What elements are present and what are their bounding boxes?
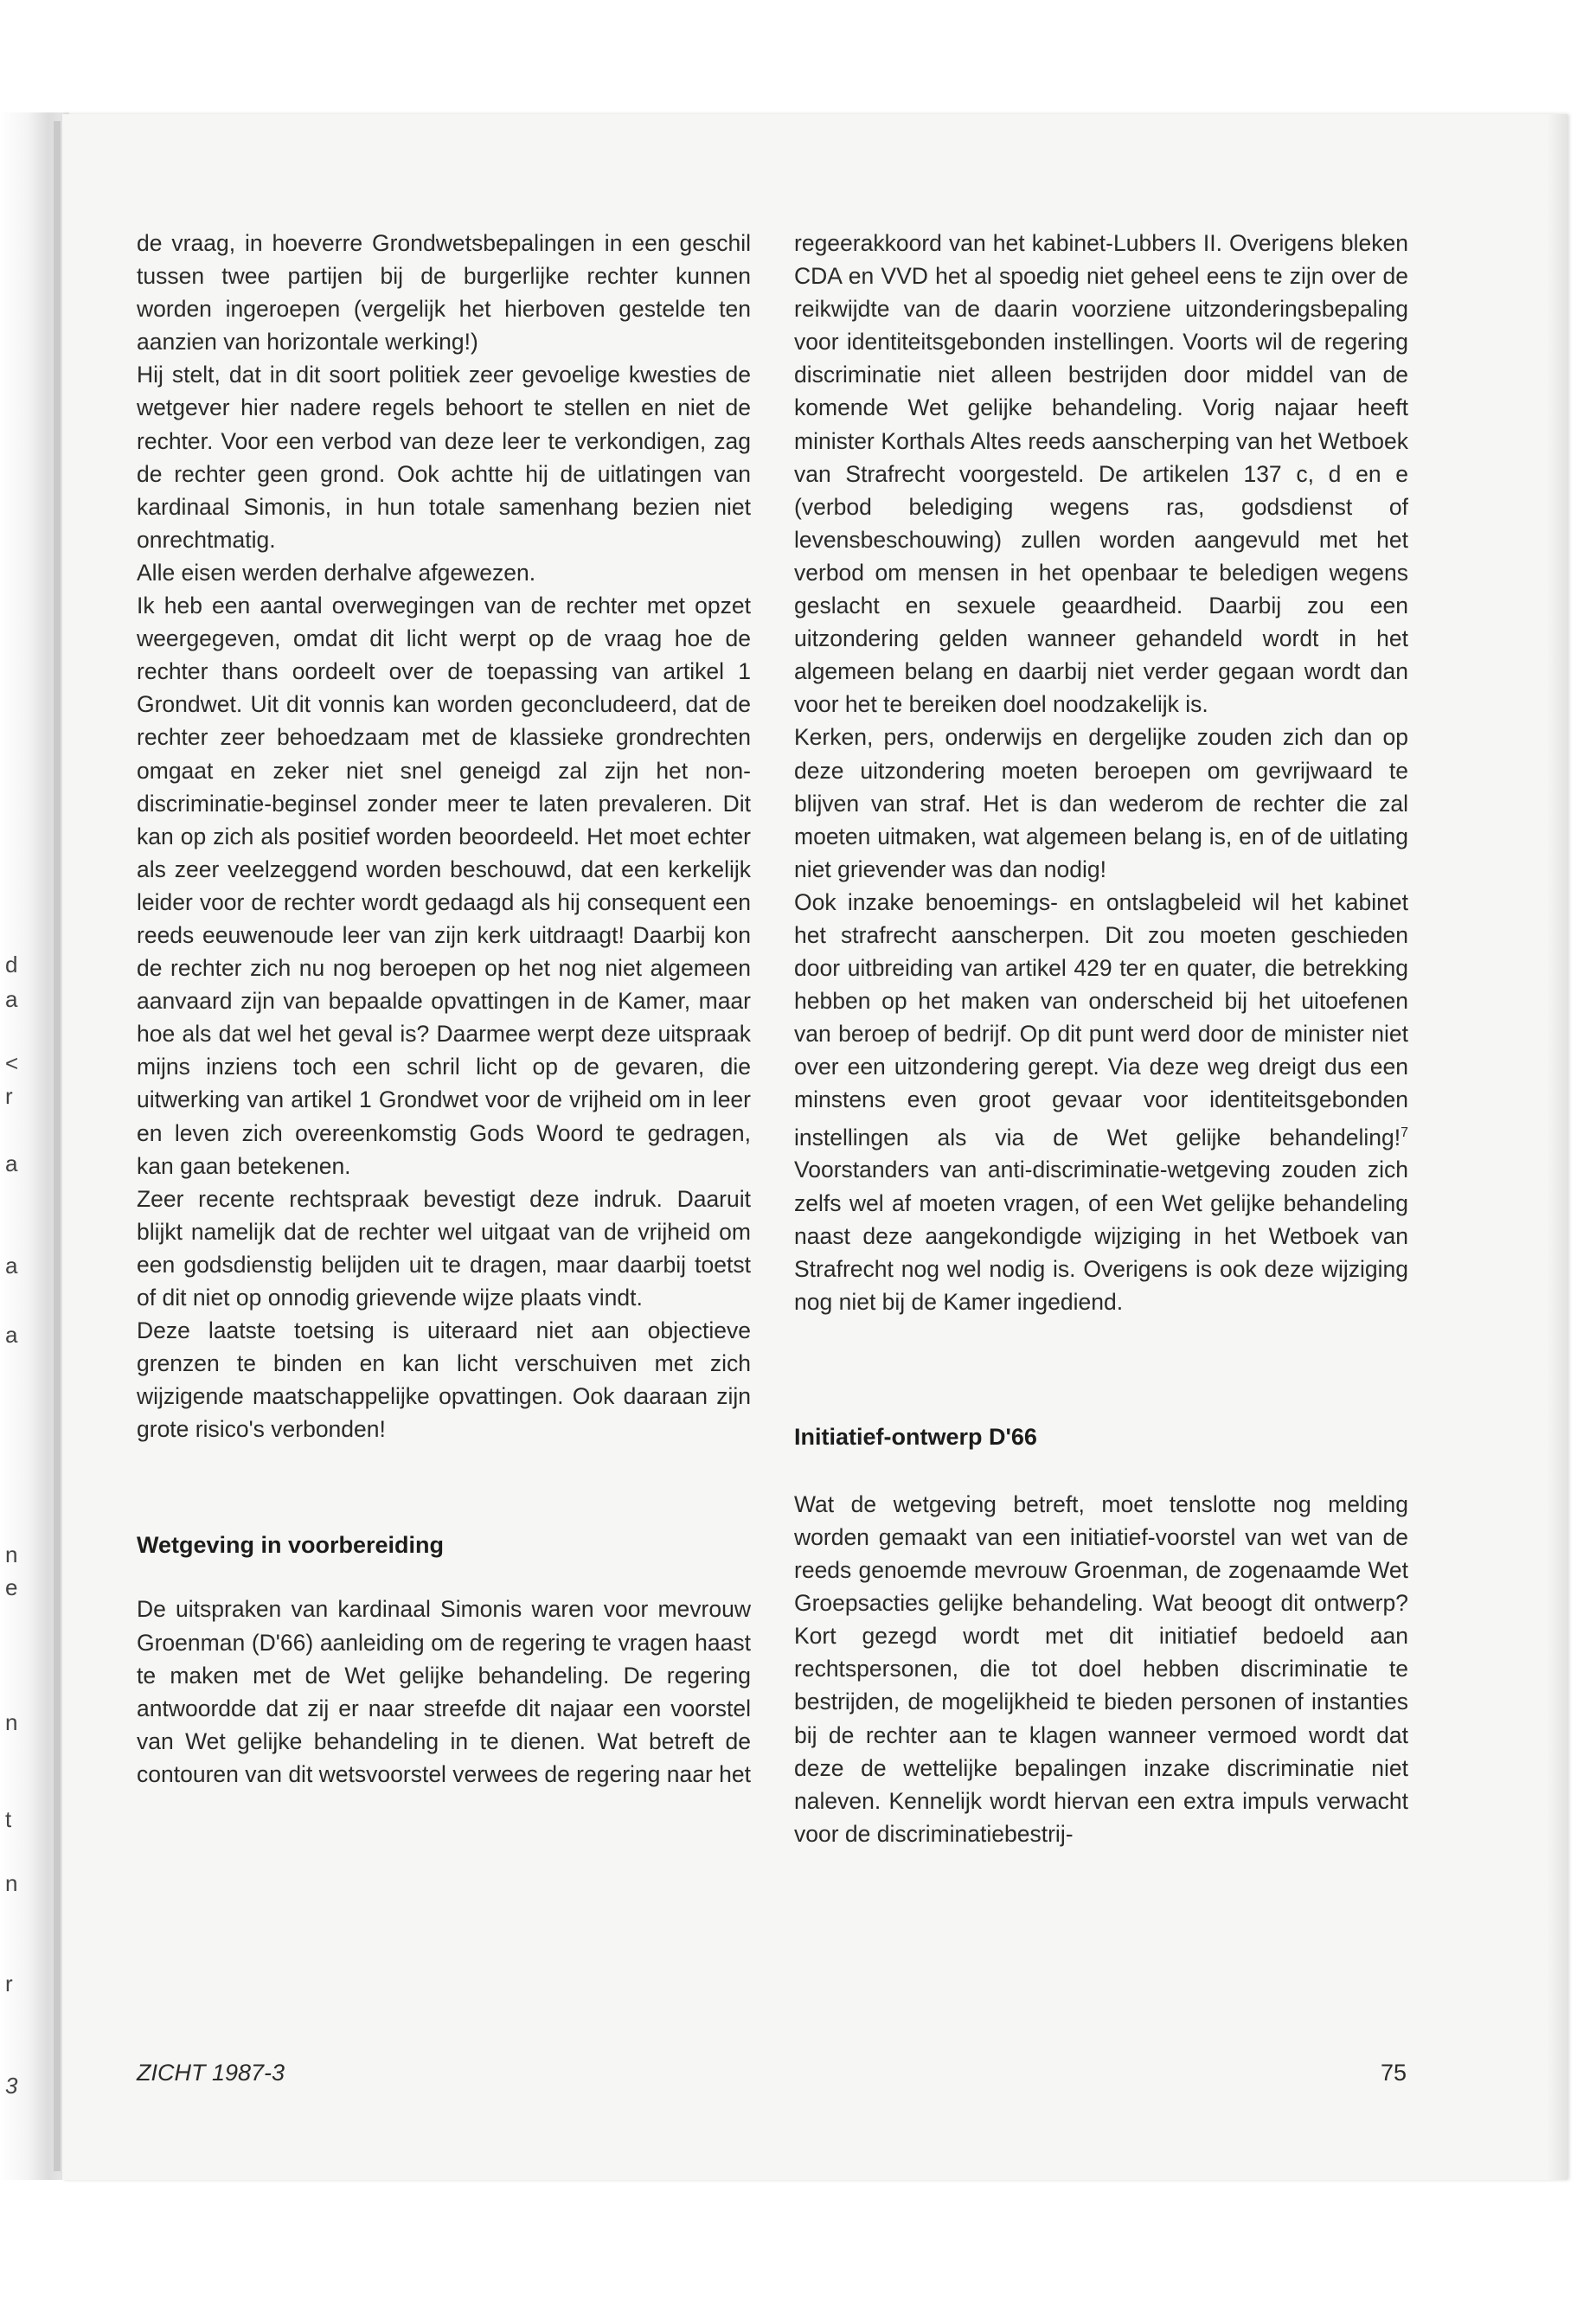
journal-page: [62, 114, 1567, 2180]
paragraph-text: Voorstanders van anti-discriminatie-wetgeving zouden zich zelfs wel af moeten vragen, of een Wet gelijke behandeling naast deze aangekondigde wijziging in het Wetboek van Strafrecht nog wel nodig is. Overigens is ook deze wijziging nog niet bij de Kamer ingediend.: [794, 1157, 1408, 1315]
section-heading: Wetgeving in voorbereiding: [137, 1532, 445, 1559]
journal-footer: ZICHT 1987-3: [137, 2060, 285, 2086]
paragraph: Wat de wetgeving betreft, moet tenslotte nog melding worden gemaakt van een initiatief-voorstel van wet van de reeds genoemde mevrouw Groenman, de zogenaamde Wet Groepsacties gelijke behandeling. Wat beoogt dit ontwerp? Kort gezegd wordt met dit initiatief bedoeld aan rechtspersonen, die tot doel hebben discriminatie te bestrijden, de mogelijkheid te bieden personen of instanties bij de rechter aan te klagen wanneer vermoed wordt dat deze de wettelijke bepalingen inzake discriminatie niet naleven. Kennelijk wordt hiervan een extra impuls verwacht voor de discriminatiebestrij-: [794, 1490, 1408, 1847]
previous-page-margin: [5, 900, 48, 2099]
margin-fragment: 3: [5, 2073, 18, 2099]
page-shadow: [1547, 114, 1567, 2180]
paragraph: Alle eisen werden derhalve afgewezen.: [137, 559, 536, 586]
footnote-marker: 7: [1401, 1125, 1408, 1140]
margin-fragment: n: [5, 1709, 18, 1735]
paragraph: Hij stelt, dat in dit soort politiek zeer gevoelige kwesties de wetgever hier nadere regels behoort te stellen en niet de rechter. Voor een verbod van deze leer te verkondigen, zag de rechter geen grond. Ook achtte hij de uitlatingen van kardinaal Simonis, in hun totale samenhang bezien niet onrechtmatig.: [137, 362, 751, 553]
margin-fragment: a: [5, 1253, 18, 1279]
margin-fragment: n: [5, 1870, 18, 1896]
left-column: [137, 227, 751, 1791]
margin-fragment: <: [5, 1050, 19, 1076]
paragraph: Deze laatste toetsing is uiteraard niet aan objectieve grenzen te binden en kan licht verschuiven met zich wijzigende maatschappelijke opvattingen. Ook daaraan zijn grote risico's verbonden!: [137, 1317, 751, 1443]
paragraph: de vraag, in hoeverre Grondwetsbepalingen in een geschil tussen twee partijen bij de burgerlijke rechter kunnen worden ingeroepen (vergelijk het hierboven gestelde ten aanzien van horizontale werking!): [137, 230, 751, 356]
paragraph: Ik heb een aantal overwegingen van de rechter met opzet weergegeven, omdat dit licht werpt op de vraag hoe de rechter thans oordeelt over de toepassing van artikel 1 Grondwet. Uit dit vonnis kan worden geconcludeerd, dat de rechter zeer behoedzaam met de klassieke grondrechten omgaat en zeker niet snel geneigd zal zijn het non-discriminatie-beginsel zonder meer te laten prevaleren. Dit kan op zich als positief worden beoordeeld. Het moet echter als zeer veelzeggend worden beschouwd, dat een kerkelijk leider voor de rechter wordt gedaagd als hij consequent een reeds eeuwenoude leer van zijn kerk uitdraagt! Daarbij kon de rechter zich nu nog beroepen op het nog niet algemeen aanvaard zijn van bepaalde opvattingen in de Kamer, maar hoe als dat wel het geval is? Daarmee werpt deze uitspraak mijns inziens toch een schril licht op de gevaren, die uitwerking van artikel 1 Grondwet voor de vrijheid om in leer en leven zich overeenkomstig Gods Woord te gedragen, kan gaan betekenen.: [137, 593, 751, 1179]
margin-fragment: a: [5, 1322, 18, 1348]
paragraph: Zeer recente rechtspraak bevestigt deze indruk. Daaruit blijkt namelijk dat de rechter wel uitgaat van de vrijheid om een godsdienstig belijden uit te dragen, maar daarbij toetst of dit niet op onnodig grievende wijze plaats vindt.: [137, 1185, 751, 1311]
margin-fragment: t: [5, 1806, 12, 1832]
paragraph: Kerken, pers, onderwijs en dergelijke zouden zich dan op deze uitzondering moeten beroepen om gevrijwaard te blijven van straf. Het is dan wederom de rechter die zal moeten uitmaken, wat algemeen belang is, en of de uitlating niet grievender was dan nodig!: [794, 724, 1408, 882]
margin-fragment: r: [5, 1971, 13, 1997]
page-number: 75: [1381, 2060, 1407, 2086]
paragraph: [794, 886, 1408, 1318]
paragraph: regeerakkoord van het kabinet-Lubbers II. Overigens bleken CDA en VVD het al spoedig niet geheel eens te zijn over de reikwijdte van de daarin voorziene uitzonderingsbepaling voor identiteitsgebonden instellingen. Voorts wil de regering discriminatie niet alleen bestrijden door middel van de komende Wet gelijke behandeling. Vorig najaar heeft minister Korthals Altes reeds aanscherping van het Wetboek van Strafrecht voorgesteld. De artikelen 137 c, d en e (verbod belediging wegens ras, godsdienst of levensbeschouwing) zullen worden aangevuld met het verbod om mensen in het openbaar te beledigen wegens geslacht en sexuele geaardheid. Daarbij zou een uitzondering gelden wanneer gehandeld wordt in het algemeen belang en daarbij niet verder gegaan wordt dan voor het te bereiken doel noodzakelijk is.: [794, 230, 1408, 718]
margin-fragment: a: [5, 986, 18, 1012]
margin-fragment: n: [5, 1541, 18, 1567]
margin-fragment: e: [5, 1574, 18, 1600]
right-column: [794, 227, 1408, 1850]
paragraph: De uitspraken van kardinaal Simonis waren voor mevrouw Groenman (D'66) aanleiding om de regering te vragen haast te maken met de Wet gelijke behandeling. De regering antwoordde dat zij er naar streefde dit najaar een voorstel van Wet gelijke behandeling in te dienen. Wat betreft de contouren van dit wetsvoorstel verwees de regering naar het: [137, 1596, 752, 1787]
page-edge: [54, 121, 61, 2171]
paragraph-text: Ook inzake benoemings- en ontslagbeleid wil het kabinet het strafrecht aanscherpen. Dit zou moeten geschieden door uitbreiding van artikel 429 ter en quater, die betrekking hebben op het maken van onderscheid bij het uitoefenen van beroep of bedrijf. Op dit punt werd door de minister niet over een uitzondering gerept. Via deze weg dreigt dus een minstens even groot gevaar voor identiteitsgebonden instellingen als via de Wet gelijke behandeling!: [794, 888, 1408, 1150]
section-heading: Initiatief-ontwerp D'66: [794, 1423, 1037, 1450]
margin-fragment: r: [5, 1083, 13, 1109]
margin-fragment: a: [5, 1150, 18, 1176]
margin-fragment: d: [5, 952, 18, 977]
